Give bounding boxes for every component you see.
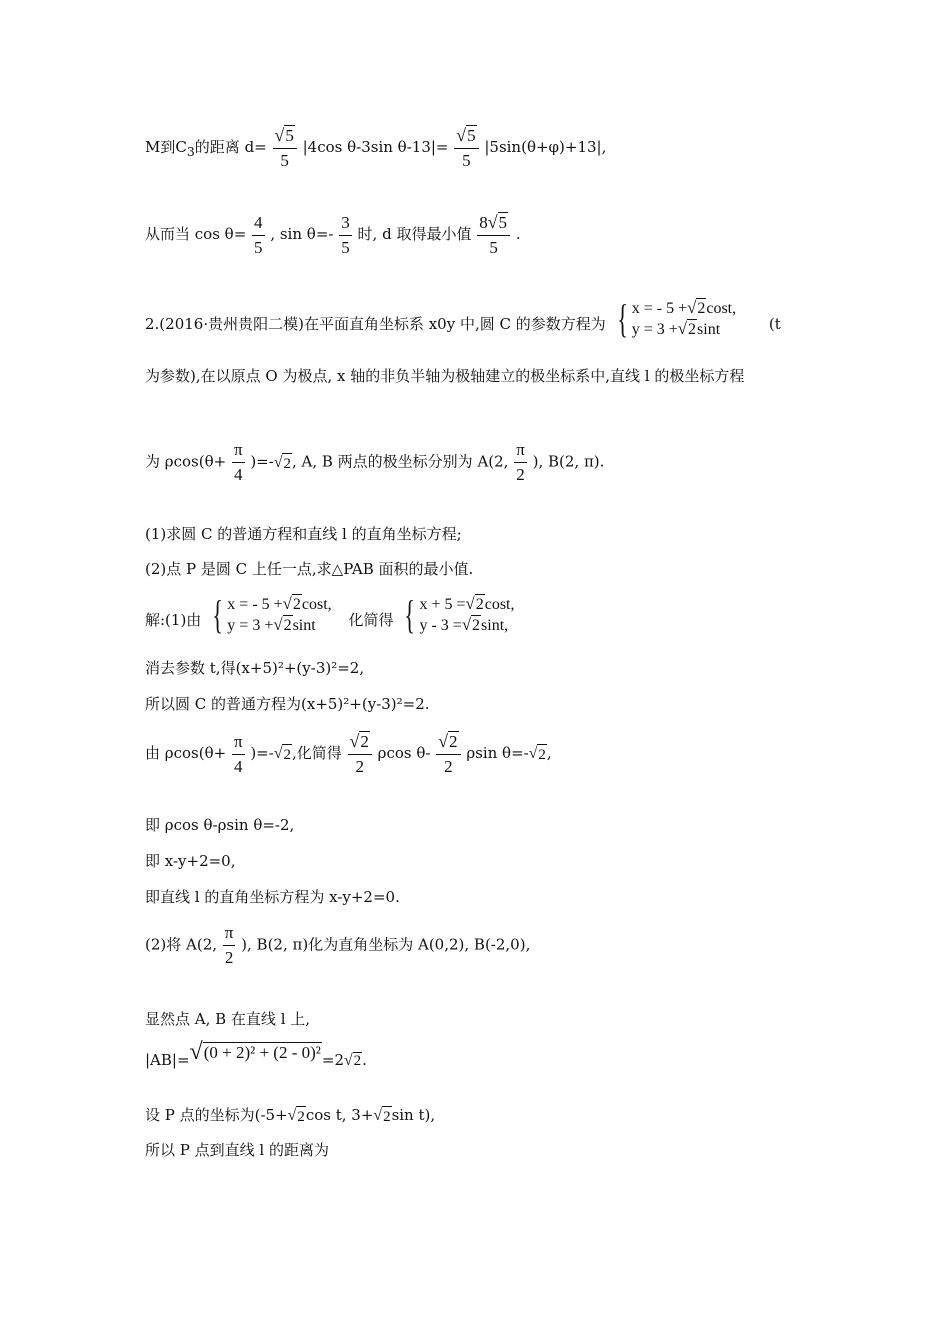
text: cost, bbox=[484, 596, 515, 613]
circle-equation: 所以圆 C 的普通方程为(x+5)²+(y-3)²=2. bbox=[145, 695, 430, 713]
text: |5sin(θ+φ)+13|, bbox=[484, 138, 607, 156]
fraction bbox=[252, 213, 265, 258]
text: cost, bbox=[301, 596, 332, 613]
text: (2)将 A(2, bbox=[145, 935, 218, 954]
equation-system: { x = - 5 + √ 2 cost, y = 3 + √ 2 sint bbox=[616, 296, 737, 341]
sqrt: √ 2 bbox=[461, 615, 481, 634]
radicand: 2 bbox=[283, 617, 292, 634]
fraction bbox=[339, 213, 352, 258]
denominator: 5 bbox=[341, 237, 350, 257]
denominator: 2 bbox=[224, 948, 234, 967]
text: ρcos θ- bbox=[377, 744, 431, 762]
line-rectangular-equation: 即直线 l 的直角坐标方程为 x-y+2=0. bbox=[145, 888, 400, 906]
fraction bbox=[454, 125, 478, 171]
ab-length-line bbox=[145, 1039, 367, 1071]
fraction bbox=[514, 440, 527, 485]
denominator: 4 bbox=[234, 465, 243, 484]
text: sint bbox=[697, 321, 721, 338]
text: y - 3 = bbox=[419, 617, 462, 634]
points-on-line: 显然点 A, B 在直线 l 上, bbox=[145, 1010, 311, 1028]
polar-equation-line bbox=[145, 440, 604, 485]
sqrt: √ 2 bbox=[273, 745, 291, 763]
radicand: 2 bbox=[296, 1106, 306, 1127]
text: M到C bbox=[145, 138, 187, 156]
text: =2 bbox=[321, 1051, 345, 1069]
sqrt: √ 2 bbox=[273, 615, 292, 634]
text: sint, bbox=[481, 617, 509, 634]
text: 的距离 d= bbox=[194, 138, 267, 156]
system-row bbox=[632, 319, 736, 340]
text: 时, d 取得最小值 bbox=[357, 225, 472, 243]
numerator: π bbox=[514, 440, 527, 463]
denominator: 2 bbox=[516, 465, 525, 484]
sqrt: √2 bbox=[344, 1052, 362, 1069]
text: cos t, 3+ bbox=[305, 1106, 374, 1124]
minimum-condition-line bbox=[145, 212, 521, 258]
fraction bbox=[477, 212, 510, 258]
radicand: 2 bbox=[282, 453, 292, 474]
sqrt: √ 2 bbox=[528, 745, 546, 763]
numerator: 3 bbox=[339, 213, 352, 236]
text: 化简得 bbox=[348, 611, 394, 629]
fraction bbox=[223, 923, 236, 968]
subscript: 3 bbox=[186, 144, 195, 159]
text: ρsin θ=- bbox=[466, 744, 529, 762]
sqrt: √ 5 bbox=[274, 125, 294, 145]
sqrt: √ 2 bbox=[677, 319, 697, 338]
fraction bbox=[232, 732, 245, 777]
text: |4cos θ-3sin θ-13|= bbox=[302, 138, 449, 156]
radicand: 2 bbox=[449, 732, 458, 751]
simplify-polar-line bbox=[145, 731, 552, 777]
fraction bbox=[348, 731, 372, 777]
fraction bbox=[436, 731, 460, 777]
text: ,化简得 bbox=[291, 744, 342, 762]
line-equation-step: 即 ρcos θ-ρsin θ=-2, bbox=[145, 816, 295, 834]
radicand: 2 bbox=[475, 596, 484, 613]
system-row bbox=[419, 594, 514, 615]
sqrt: √ 2 bbox=[373, 1107, 391, 1125]
denominator: 2 bbox=[355, 757, 364, 776]
text: sint bbox=[292, 617, 316, 634]
text: (t bbox=[768, 315, 781, 333]
convert-points-line bbox=[145, 923, 530, 968]
sqrt: √ 5 bbox=[487, 212, 508, 232]
text: x = - 5 + bbox=[227, 596, 283, 613]
text: y = 3 + bbox=[631, 321, 678, 338]
text: . bbox=[515, 225, 521, 243]
radicand: 5 bbox=[467, 126, 476, 145]
line-equation-result: 即 x-y+2=0, bbox=[145, 852, 236, 870]
radicand: (0 + 2)² + (2 - 0)² bbox=[203, 1043, 321, 1062]
system-row bbox=[227, 594, 331, 615]
equation-system: { x = - 5 + √ 2 cost, y = 3 + √ 2 sint bbox=[212, 592, 332, 637]
denominator: 5 bbox=[489, 238, 498, 257]
sqrt: √ 2 bbox=[465, 594, 484, 613]
text: y = 3 + bbox=[227, 617, 274, 634]
distance-formula-line bbox=[145, 125, 606, 171]
radicand: 2 bbox=[537, 744, 547, 765]
point-p-coordinates bbox=[145, 1105, 435, 1127]
text: , A, B 两点的极坐标分别为 A(2, bbox=[291, 452, 509, 471]
eliminate-parameter: 消去参数 t,得(x+5)²+(y-3)²=2, bbox=[145, 659, 365, 677]
radicand: 2 bbox=[697, 300, 706, 317]
radicand: 5 bbox=[498, 213, 508, 232]
text: x = - 5 + bbox=[631, 300, 688, 317]
denominator: 4 bbox=[234, 756, 243, 776]
text: )=- bbox=[250, 744, 274, 762]
question-1: (1)求圆 C 的普通方程和直线 l 的直角坐标方程; bbox=[145, 525, 462, 543]
text: cost, bbox=[706, 300, 737, 317]
text: sin t), bbox=[391, 1106, 436, 1124]
sqrt: √ 2 bbox=[687, 298, 706, 317]
text: ), B(2, π). bbox=[532, 452, 605, 471]
radicand: 2 bbox=[353, 1053, 362, 1069]
text: )=- bbox=[250, 452, 274, 471]
text: ), B(2, π)化为直角坐标为 A(0,2), B(-2,0), bbox=[241, 935, 531, 954]
text: 2.(2016·贵州贵阳二模)在平面直角坐标系 x0y 中,圆 C 的参数方程为 bbox=[145, 315, 606, 333]
numerator: π bbox=[223, 923, 236, 946]
system-row bbox=[227, 615, 331, 636]
numerator: π bbox=[232, 732, 245, 755]
equation-system: { x + 5 = √ 2 cost, y - 3 = √ 2 sint, bbox=[404, 592, 515, 637]
coefficient: 8 bbox=[479, 213, 488, 232]
sqrt: √ 2 bbox=[282, 594, 301, 613]
radicand: 2 bbox=[360, 732, 369, 751]
denominator: 5 bbox=[462, 151, 471, 170]
problem-2-continued: 为参数),在以原点 O 为极点, x 轴的非负半轴为极轴建立的极坐标系中,直线 l 的极坐标方程 bbox=[145, 367, 745, 385]
text: x + 5 = bbox=[419, 596, 466, 613]
text: . bbox=[362, 1051, 367, 1069]
sqrt: √ 2 bbox=[349, 731, 369, 751]
solution-start-line bbox=[145, 594, 517, 636]
radicand: 2 bbox=[688, 321, 697, 338]
sqrt: √ 5 bbox=[456, 125, 476, 145]
text: 设 P 点的坐标为(-5+ bbox=[145, 1106, 288, 1124]
text: |AB|= bbox=[145, 1051, 190, 1069]
denominator: 2 bbox=[444, 757, 453, 776]
numerator: π bbox=[232, 440, 245, 463]
radicand: 2 bbox=[282, 744, 292, 765]
problem-2-statement bbox=[145, 298, 781, 340]
system-row bbox=[632, 298, 736, 319]
radicand: 2 bbox=[382, 1106, 392, 1127]
sqrt: √ (0 + 2)² + (2 - 0)² bbox=[189, 1039, 321, 1065]
denominator: 5 bbox=[254, 237, 263, 257]
fraction bbox=[232, 440, 245, 485]
fraction bbox=[273, 125, 297, 171]
sqrt: √ 2 bbox=[273, 453, 291, 472]
system-row bbox=[419, 615, 514, 636]
radicand: 2 bbox=[292, 596, 301, 613]
text: , sin θ=- bbox=[270, 225, 334, 243]
radicand: 2 bbox=[472, 617, 481, 634]
numerator: 4 bbox=[252, 213, 265, 236]
sqrt: √ 2 bbox=[287, 1107, 305, 1125]
text: 解:(1)由 bbox=[145, 611, 202, 629]
text: 从而当 cos θ= bbox=[145, 225, 247, 243]
text: , bbox=[546, 744, 552, 762]
text: 由 ρcos(θ+ bbox=[145, 744, 227, 762]
question-2: (2)点 P 是圆 C 上任一点,求△PAB 面积的最小值. bbox=[145, 560, 474, 578]
text: 为 ρcos(θ+ bbox=[145, 452, 227, 471]
sqrt: √ 2 bbox=[438, 731, 458, 751]
distance-intro: 所以 P 点到直线 l 的距离为 bbox=[145, 1141, 329, 1159]
radicand: 5 bbox=[285, 126, 294, 145]
denominator: 5 bbox=[280, 151, 289, 170]
